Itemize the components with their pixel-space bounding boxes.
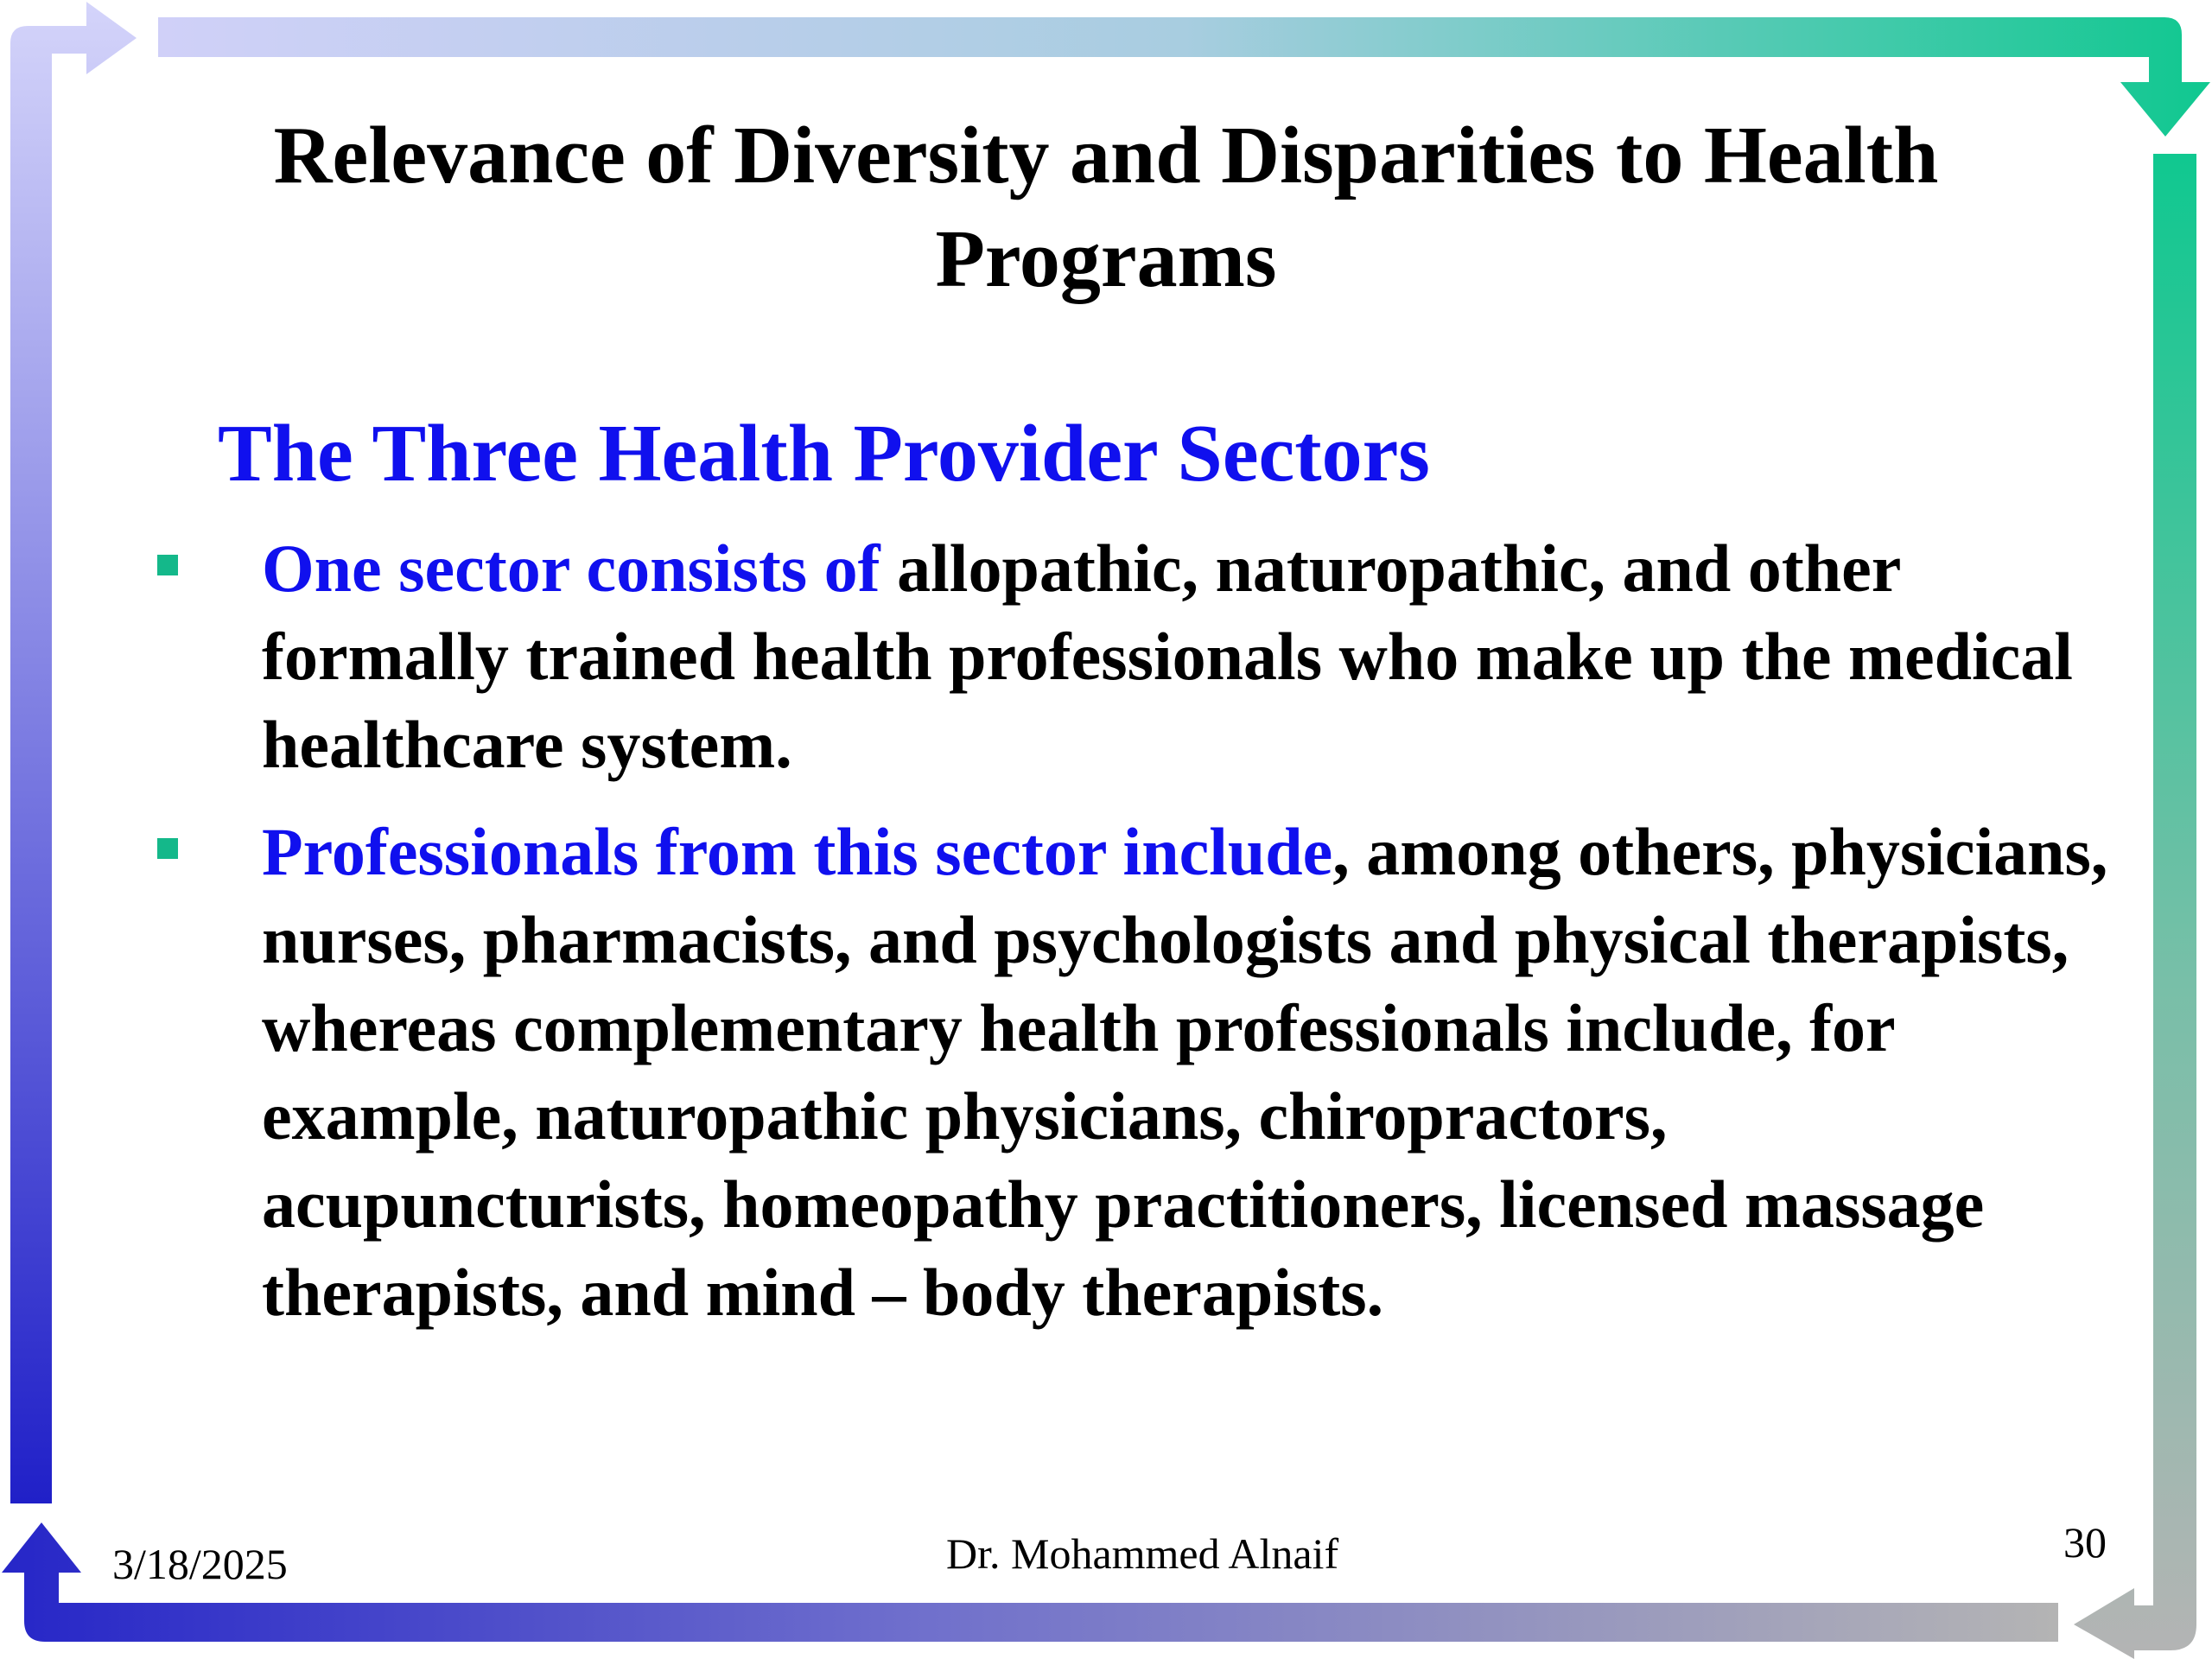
footer-date: 3/18/2025 (112, 1540, 288, 1588)
slide-title-line-2: Programs (935, 214, 1277, 304)
bullet-item-1 (262, 524, 2111, 789)
page-number: 30 (2063, 1518, 2107, 1567)
left-arrow (10, 2, 137, 1503)
bullet-item-2 (262, 808, 2111, 1337)
footer-author: Dr. Mohammed Alnaif (946, 1529, 1339, 1578)
slide-title (156, 104, 2056, 311)
bullet-1-highlight: One sector consists of (262, 531, 880, 606)
slide-title-line-1: Relevance of Diversity and Disparities to Health (273, 111, 1939, 200)
bullet-2-text: , among others, physicians, nurses, pharmacists, and psychologists and physical therapists, whereas complementary health professionals include, for example, naturopathic physicians, chiropractors, acupuncturists, homeopathy practitioners, licensed massage therapists, and mind – body therapists. (262, 814, 2108, 1330)
bullet-marker-icon (157, 555, 178, 575)
bullet-2-highlight: Professionals from this sector include (262, 814, 1333, 889)
bullet-1-text: allopathic, naturopathic, and other formally trained health professionals who make up the medical healthcare system. (262, 531, 2073, 782)
section-heading: The Three Health Provider Sectors (218, 409, 1430, 499)
bullet-marker-icon (157, 838, 178, 859)
